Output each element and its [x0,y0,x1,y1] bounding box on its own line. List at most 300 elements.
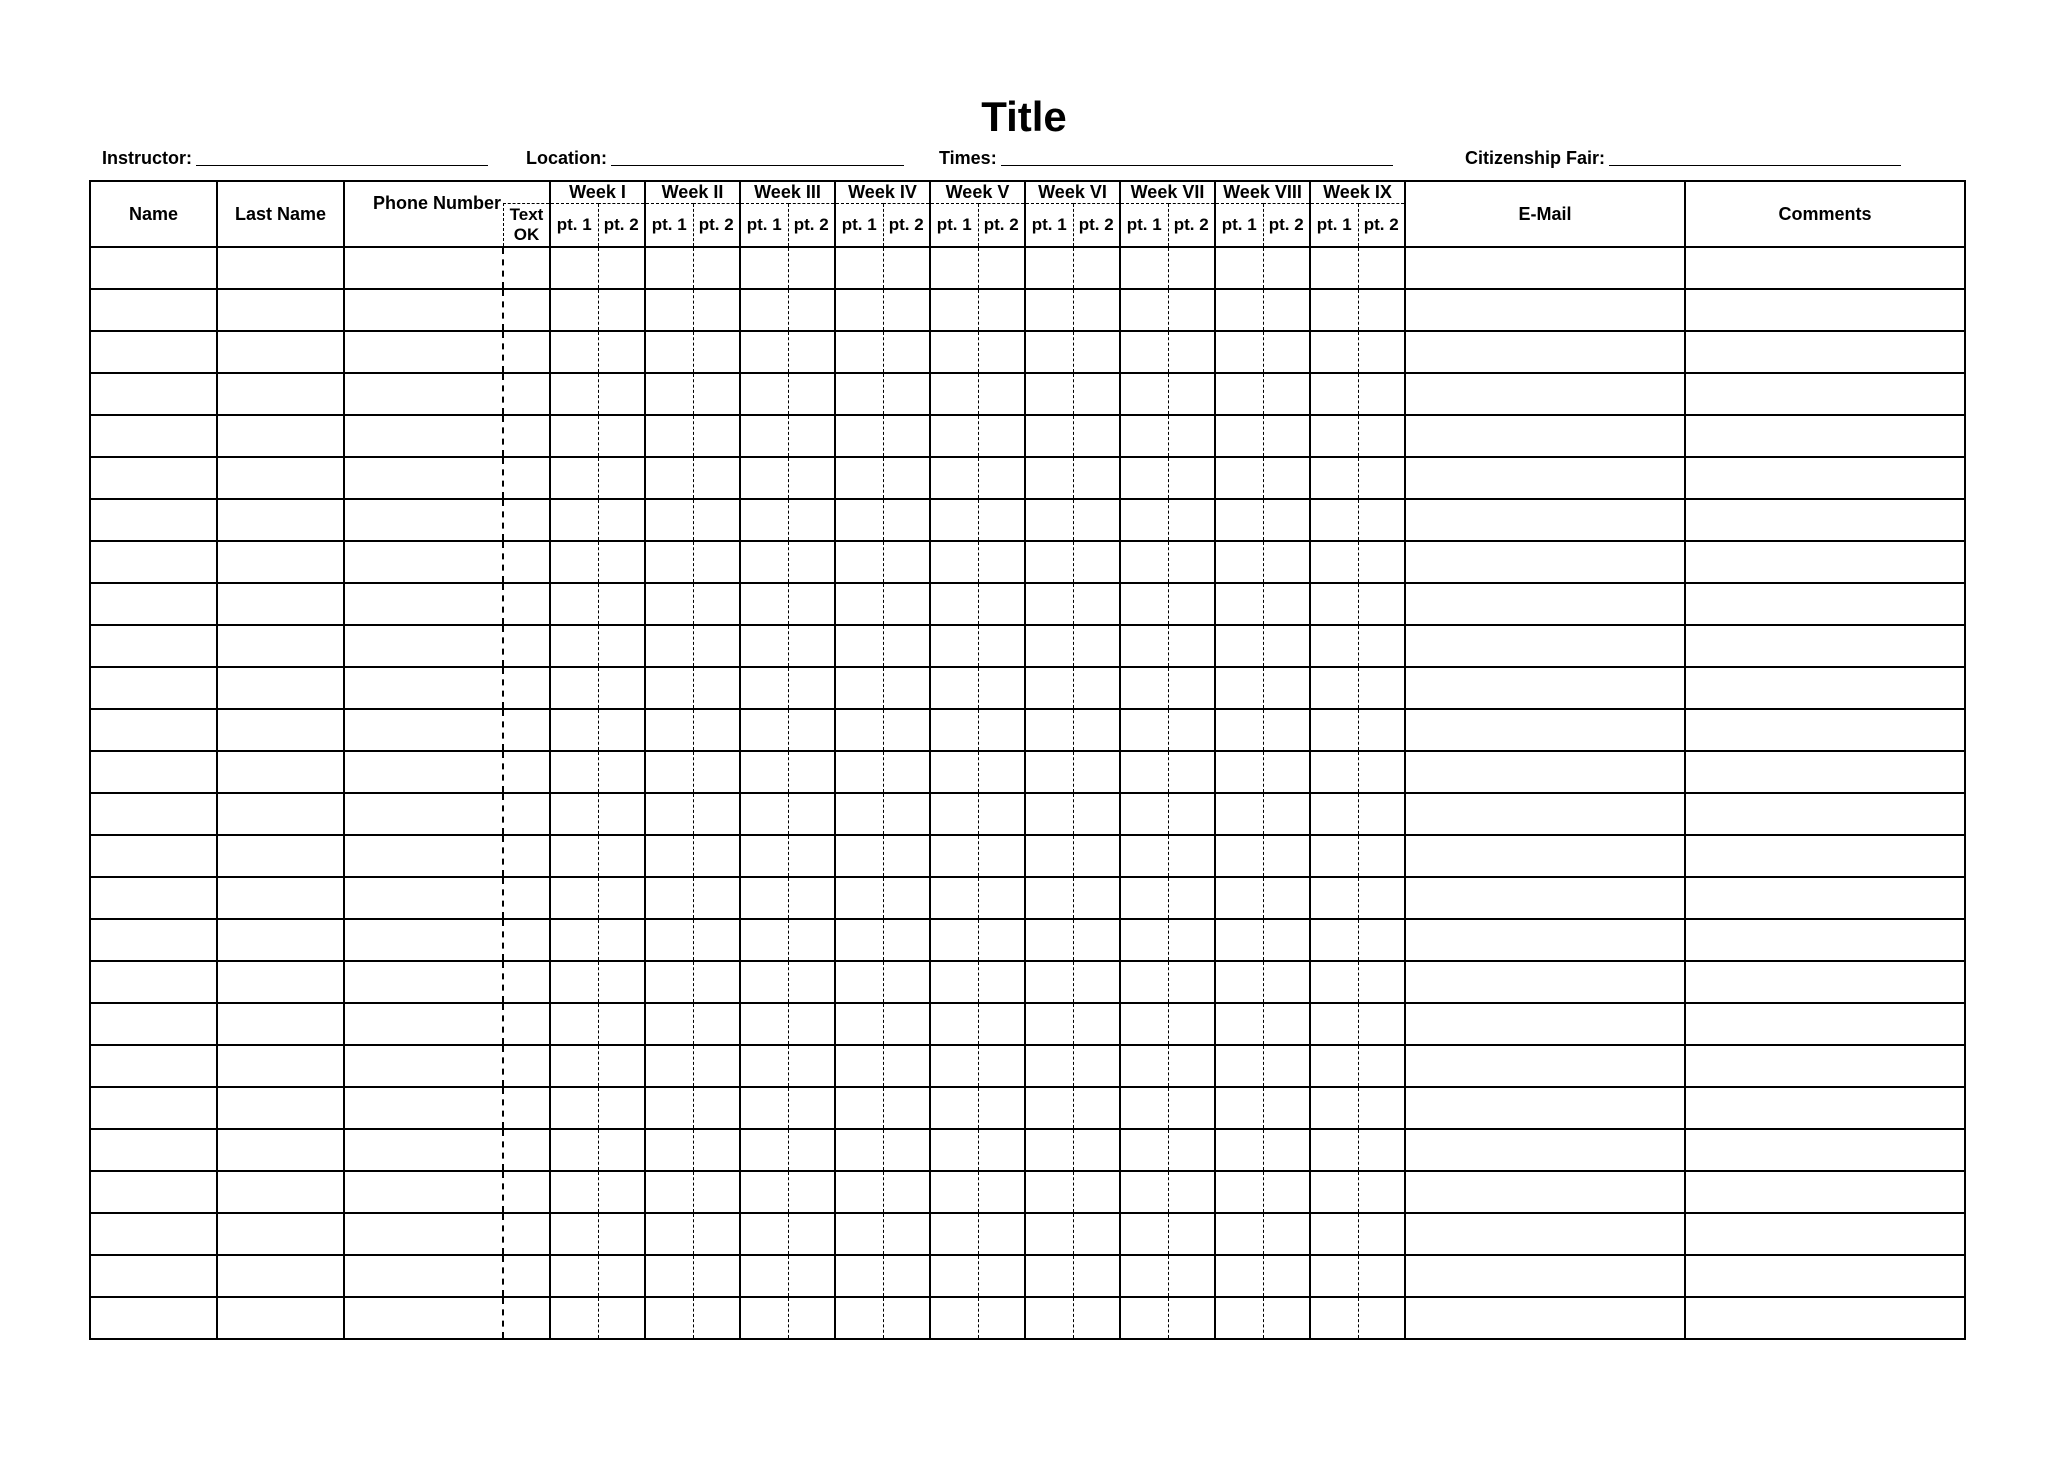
week-part-2-cell[interactable] [788,1129,835,1171]
last-name-cell[interactable] [217,835,344,877]
week-part-1-cell[interactable] [1215,1003,1263,1045]
week-part-1-cell[interactable] [550,583,598,625]
week-part-1-cell[interactable] [835,1297,883,1339]
week-part-1-cell[interactable] [1025,835,1073,877]
week-part-2-cell[interactable] [978,793,1025,835]
week-part-2-cell[interactable] [788,1297,835,1339]
week-part-2-cell[interactable] [978,961,1025,1003]
week-part-2-cell[interactable] [883,1129,930,1171]
week-part-1-cell[interactable] [1310,835,1358,877]
week-part-1-cell[interactable] [930,919,978,961]
week-part-1-cell[interactable] [1310,247,1358,289]
email-cell[interactable] [1405,415,1685,457]
week-part-1-cell[interactable] [930,709,978,751]
email-cell[interactable] [1405,289,1685,331]
week-part-2-cell[interactable] [883,919,930,961]
week-part-2-cell[interactable] [883,625,930,667]
week-part-2-cell[interactable] [788,667,835,709]
name-cell[interactable] [90,1297,217,1339]
week-part-1-cell[interactable] [550,1213,598,1255]
week-part-2-cell[interactable] [1168,919,1215,961]
week-part-2-cell[interactable] [1168,877,1215,919]
week-part-2-cell[interactable] [788,709,835,751]
text-ok-cell[interactable] [503,499,550,541]
week-part-1-cell[interactable] [835,1171,883,1213]
week-part-2-cell[interactable] [978,877,1025,919]
phone-cell[interactable] [344,625,503,667]
week-part-1-cell[interactable] [930,289,978,331]
email-cell[interactable] [1405,373,1685,415]
week-part-2-cell[interactable] [1073,1045,1120,1087]
name-cell[interactable] [90,667,217,709]
week-part-1-cell[interactable] [550,919,598,961]
week-part-2-cell[interactable] [1358,1171,1405,1213]
week-part-2-cell[interactable] [693,751,740,793]
comments-cell[interactable] [1685,1171,1965,1213]
last-name-cell[interactable] [217,1171,344,1213]
week-part-2-cell[interactable] [1168,667,1215,709]
week-part-2-cell[interactable] [1358,499,1405,541]
week-part-2-cell[interactable] [883,541,930,583]
week-part-2-cell[interactable] [1263,1003,1310,1045]
week-part-1-cell[interactable] [645,331,693,373]
week-part-2-cell[interactable] [883,1003,930,1045]
week-part-2-cell[interactable] [1263,499,1310,541]
email-cell[interactable] [1405,1255,1685,1297]
week-part-1-cell[interactable] [1025,667,1073,709]
week-part-1-cell[interactable] [1310,1129,1358,1171]
week-part-1-cell[interactable] [740,709,788,751]
week-part-2-cell[interactable] [883,709,930,751]
week-part-1-cell[interactable] [1310,289,1358,331]
week-part-1-cell[interactable] [550,709,598,751]
week-part-1-cell[interactable] [1120,373,1168,415]
week-part-1-cell[interactable] [645,1129,693,1171]
week-part-1-cell[interactable] [835,835,883,877]
week-part-1-cell[interactable] [1025,1255,1073,1297]
comments-cell[interactable] [1685,289,1965,331]
week-part-2-cell[interactable] [1073,1213,1120,1255]
week-part-2-cell[interactable] [1168,1213,1215,1255]
week-part-1-cell[interactable] [1120,541,1168,583]
week-part-2-cell[interactable] [1073,751,1120,793]
week-part-2-cell[interactable] [598,625,645,667]
email-cell[interactable] [1405,1003,1685,1045]
week-part-1-cell[interactable] [645,1045,693,1087]
week-part-1-cell[interactable] [835,1255,883,1297]
week-part-1-cell[interactable] [645,1087,693,1129]
week-part-1-cell[interactable] [1310,1171,1358,1213]
text-ok-cell[interactable] [503,625,550,667]
week-part-1-cell[interactable] [645,1171,693,1213]
email-cell[interactable] [1405,457,1685,499]
week-part-1-cell[interactable] [645,961,693,1003]
week-part-1-cell[interactable] [835,709,883,751]
week-part-2-cell[interactable] [788,877,835,919]
week-part-2-cell[interactable] [693,247,740,289]
week-part-1-cell[interactable] [1310,1087,1358,1129]
week-part-2-cell[interactable] [1358,919,1405,961]
week-part-1-cell[interactable] [835,877,883,919]
week-part-2-cell[interactable] [1263,331,1310,373]
week-part-1-cell[interactable] [1310,1045,1358,1087]
week-part-1-cell[interactable] [550,835,598,877]
email-cell[interactable] [1405,919,1685,961]
comments-cell[interactable] [1685,709,1965,751]
week-part-2-cell[interactable] [978,1129,1025,1171]
week-part-1-cell[interactable] [1215,751,1263,793]
week-part-1-cell[interactable] [550,961,598,1003]
week-part-2-cell[interactable] [693,541,740,583]
week-part-1-cell[interactable] [1215,1045,1263,1087]
week-part-1-cell[interactable] [740,793,788,835]
last-name-cell[interactable] [217,331,344,373]
week-part-1-cell[interactable] [930,793,978,835]
week-part-2-cell[interactable] [978,415,1025,457]
week-part-2-cell[interactable] [1263,247,1310,289]
week-part-2-cell[interactable] [1168,1003,1215,1045]
week-part-1-cell[interactable] [1120,1129,1168,1171]
name-cell[interactable] [90,835,217,877]
week-part-2-cell[interactable] [1168,1087,1215,1129]
week-part-2-cell[interactable] [1168,457,1215,499]
week-part-1-cell[interactable] [645,1213,693,1255]
week-part-1-cell[interactable] [550,457,598,499]
phone-cell[interactable] [344,877,503,919]
week-part-1-cell[interactable] [835,499,883,541]
week-part-2-cell[interactable] [788,583,835,625]
week-part-1-cell[interactable] [835,289,883,331]
week-part-2-cell[interactable] [693,1087,740,1129]
week-part-2-cell[interactable] [1263,1255,1310,1297]
week-part-1-cell[interactable] [645,415,693,457]
week-part-2-cell[interactable] [1263,919,1310,961]
week-part-2-cell[interactable] [1073,247,1120,289]
last-name-cell[interactable] [217,247,344,289]
week-part-1-cell[interactable] [645,625,693,667]
week-part-2-cell[interactable] [1358,583,1405,625]
text-ok-cell[interactable] [503,331,550,373]
week-part-2-cell[interactable] [598,1045,645,1087]
week-part-1-cell[interactable] [1310,1297,1358,1339]
week-part-2-cell[interactable] [1168,541,1215,583]
week-part-2-cell[interactable] [883,415,930,457]
email-cell[interactable] [1405,625,1685,667]
text-ok-cell[interactable] [503,835,550,877]
week-part-2-cell[interactable] [788,1213,835,1255]
week-part-1-cell[interactable] [1025,583,1073,625]
week-part-2-cell[interactable] [598,1255,645,1297]
text-ok-cell[interactable] [503,1003,550,1045]
week-part-1-cell[interactable] [740,1129,788,1171]
week-part-1-cell[interactable] [1215,919,1263,961]
week-part-2-cell[interactable] [598,877,645,919]
last-name-cell[interactable] [217,877,344,919]
week-part-1-cell[interactable] [740,835,788,877]
week-part-2-cell[interactable] [883,793,930,835]
week-part-1-cell[interactable] [1215,667,1263,709]
week-part-2-cell[interactable] [1168,415,1215,457]
comments-cell[interactable] [1685,625,1965,667]
last-name-cell[interactable] [217,1129,344,1171]
week-part-1-cell[interactable] [930,415,978,457]
week-part-1-cell[interactable] [1120,1003,1168,1045]
week-part-2-cell[interactable] [788,331,835,373]
week-part-2-cell[interactable] [1358,1003,1405,1045]
week-part-1-cell[interactable] [1215,457,1263,499]
week-part-1-cell[interactable] [740,499,788,541]
phone-cell[interactable] [344,1171,503,1213]
week-part-1-cell[interactable] [835,247,883,289]
week-part-2-cell[interactable] [1358,247,1405,289]
email-cell[interactable] [1405,541,1685,583]
week-part-1-cell[interactable] [930,835,978,877]
week-part-2-cell[interactable] [978,625,1025,667]
last-name-cell[interactable] [217,373,344,415]
week-part-1-cell[interactable] [1025,415,1073,457]
week-part-1-cell[interactable] [1025,751,1073,793]
week-part-2-cell[interactable] [598,751,645,793]
week-part-2-cell[interactable] [693,793,740,835]
week-part-2-cell[interactable] [598,583,645,625]
phone-cell[interactable] [344,373,503,415]
week-part-2-cell[interactable] [598,919,645,961]
week-part-2-cell[interactable] [1358,625,1405,667]
week-part-2-cell[interactable] [1168,331,1215,373]
week-part-1-cell[interactable] [740,415,788,457]
week-part-1-cell[interactable] [550,1003,598,1045]
week-part-2-cell[interactable] [598,1129,645,1171]
week-part-2-cell[interactable] [1168,1255,1215,1297]
week-part-2-cell[interactable] [1073,415,1120,457]
week-part-1-cell[interactable] [835,961,883,1003]
week-part-2-cell[interactable] [693,373,740,415]
name-cell[interactable] [90,373,217,415]
week-part-1-cell[interactable] [1025,1297,1073,1339]
phone-cell[interactable] [344,247,503,289]
week-part-2-cell[interactable] [1358,1045,1405,1087]
week-part-1-cell[interactable] [1215,331,1263,373]
week-part-1-cell[interactable] [930,373,978,415]
email-cell[interactable] [1405,751,1685,793]
week-part-2-cell[interactable] [788,793,835,835]
week-part-1-cell[interactable] [1025,457,1073,499]
text-ok-cell[interactable] [503,1171,550,1213]
week-part-2-cell[interactable] [1168,289,1215,331]
name-cell[interactable] [90,499,217,541]
week-part-1-cell[interactable] [835,1129,883,1171]
week-part-1-cell[interactable] [645,793,693,835]
week-part-1-cell[interactable] [740,667,788,709]
week-part-1-cell[interactable] [1310,1003,1358,1045]
week-part-1-cell[interactable] [1215,289,1263,331]
week-part-2-cell[interactable] [598,835,645,877]
name-cell[interactable] [90,289,217,331]
email-cell[interactable] [1405,1045,1685,1087]
week-part-2-cell[interactable] [883,289,930,331]
week-part-2-cell[interactable] [1358,835,1405,877]
week-part-1-cell[interactable] [1310,415,1358,457]
week-part-1-cell[interactable] [740,1171,788,1213]
phone-cell[interactable] [344,583,503,625]
week-part-1-cell[interactable] [1310,1255,1358,1297]
phone-cell[interactable] [344,1129,503,1171]
last-name-cell[interactable] [217,709,344,751]
week-part-2-cell[interactable] [1073,331,1120,373]
week-part-1-cell[interactable] [1215,247,1263,289]
name-cell[interactable] [90,1087,217,1129]
week-part-1-cell[interactable] [1025,247,1073,289]
week-part-2-cell[interactable] [788,835,835,877]
comments-cell[interactable] [1685,667,1965,709]
week-part-2-cell[interactable] [1358,793,1405,835]
phone-cell[interactable] [344,1255,503,1297]
comments-cell[interactable] [1685,499,1965,541]
week-part-1-cell[interactable] [740,1255,788,1297]
week-part-2-cell[interactable] [978,289,1025,331]
week-part-2-cell[interactable] [1263,1129,1310,1171]
phone-cell[interactable] [344,961,503,1003]
week-part-1-cell[interactable] [835,667,883,709]
week-part-1-cell[interactable] [1215,1297,1263,1339]
week-part-2-cell[interactable] [978,457,1025,499]
week-part-1-cell[interactable] [1025,625,1073,667]
name-cell[interactable] [90,919,217,961]
week-part-1-cell[interactable] [930,1171,978,1213]
week-part-1-cell[interactable] [550,667,598,709]
week-part-2-cell[interactable] [693,709,740,751]
text-ok-cell[interactable] [503,415,550,457]
week-part-2-cell[interactable] [1073,457,1120,499]
week-part-2-cell[interactable] [1263,415,1310,457]
phone-cell[interactable] [344,835,503,877]
week-part-1-cell[interactable] [930,331,978,373]
week-part-1-cell[interactable] [1120,1171,1168,1213]
week-part-1-cell[interactable] [930,1129,978,1171]
week-part-1-cell[interactable] [835,331,883,373]
week-part-2-cell[interactable] [693,667,740,709]
week-part-2-cell[interactable] [883,583,930,625]
week-part-1-cell[interactable] [1310,1213,1358,1255]
week-part-1-cell[interactable] [930,1213,978,1255]
week-part-2-cell[interactable] [693,499,740,541]
week-part-2-cell[interactable] [1358,457,1405,499]
week-part-2-cell[interactable] [788,373,835,415]
week-part-1-cell[interactable] [930,457,978,499]
week-part-2-cell[interactable] [883,1213,930,1255]
last-name-cell[interactable] [217,625,344,667]
week-part-2-cell[interactable] [883,667,930,709]
week-part-1-cell[interactable] [930,1255,978,1297]
week-part-1-cell[interactable] [1215,373,1263,415]
week-part-2-cell[interactable] [1358,709,1405,751]
phone-cell[interactable] [344,331,503,373]
week-part-1-cell[interactable] [645,541,693,583]
week-part-1-cell[interactable] [835,751,883,793]
week-part-2-cell[interactable] [693,1297,740,1339]
week-part-1-cell[interactable] [740,247,788,289]
week-part-2-cell[interactable] [1358,877,1405,919]
week-part-2-cell[interactable] [1073,667,1120,709]
comments-cell[interactable] [1685,457,1965,499]
last-name-cell[interactable] [217,1255,344,1297]
comments-cell[interactable] [1685,961,1965,1003]
citizenship-fair-field[interactable] [1465,147,1901,169]
text-ok-cell[interactable] [503,541,550,583]
week-part-2-cell[interactable] [883,1087,930,1129]
week-part-2-cell[interactable] [1263,1171,1310,1213]
week-part-2-cell[interactable] [1263,457,1310,499]
week-part-1-cell[interactable] [1215,1213,1263,1255]
week-part-2-cell[interactable] [693,1129,740,1171]
week-part-2-cell[interactable] [693,877,740,919]
week-part-1-cell[interactable] [1310,961,1358,1003]
week-part-1-cell[interactable] [1120,331,1168,373]
week-part-1-cell[interactable] [740,1297,788,1339]
week-part-2-cell[interactable] [693,1003,740,1045]
comments-cell[interactable] [1685,415,1965,457]
last-name-cell[interactable] [217,1087,344,1129]
week-part-2-cell[interactable] [598,247,645,289]
week-part-2-cell[interactable] [1168,1297,1215,1339]
week-part-2-cell[interactable] [788,457,835,499]
week-part-1-cell[interactable] [740,751,788,793]
week-part-1-cell[interactable] [835,541,883,583]
week-part-2-cell[interactable] [1263,1213,1310,1255]
week-part-2-cell[interactable] [598,793,645,835]
week-part-1-cell[interactable] [550,1297,598,1339]
week-part-2-cell[interactable] [598,1087,645,1129]
email-cell[interactable] [1405,793,1685,835]
week-part-2-cell[interactable] [1168,583,1215,625]
week-part-2-cell[interactable] [978,1087,1025,1129]
week-part-2-cell[interactable] [1168,1045,1215,1087]
week-part-2-cell[interactable] [1263,835,1310,877]
week-part-1-cell[interactable] [930,247,978,289]
week-part-2-cell[interactable] [788,1087,835,1129]
week-part-2-cell[interactable] [1168,709,1215,751]
email-cell[interactable] [1405,1213,1685,1255]
email-cell[interactable] [1405,1087,1685,1129]
comments-cell[interactable] [1685,373,1965,415]
text-ok-cell[interactable] [503,247,550,289]
week-part-2-cell[interactable] [1358,751,1405,793]
week-part-1-cell[interactable] [835,919,883,961]
week-part-2-cell[interactable] [1358,1255,1405,1297]
week-part-2-cell[interactable] [883,877,930,919]
week-part-1-cell[interactable] [1310,919,1358,961]
week-part-1-cell[interactable] [930,751,978,793]
week-part-1-cell[interactable] [1215,583,1263,625]
week-part-1-cell[interactable] [740,457,788,499]
phone-cell[interactable] [344,499,503,541]
week-part-2-cell[interactable] [788,1045,835,1087]
week-part-1-cell[interactable] [1120,1255,1168,1297]
week-part-2-cell[interactable] [788,1255,835,1297]
week-part-2-cell[interactable] [978,541,1025,583]
week-part-1-cell[interactable] [1310,793,1358,835]
week-part-2-cell[interactable] [883,961,930,1003]
name-cell[interactable] [90,541,217,583]
week-part-2-cell[interactable] [1358,1087,1405,1129]
week-part-1-cell[interactable] [645,877,693,919]
phone-cell[interactable] [344,709,503,751]
phone-cell[interactable] [344,1087,503,1129]
text-ok-cell[interactable] [503,1129,550,1171]
week-part-1-cell[interactable] [550,289,598,331]
week-part-2-cell[interactable] [978,835,1025,877]
name-cell[interactable] [90,751,217,793]
